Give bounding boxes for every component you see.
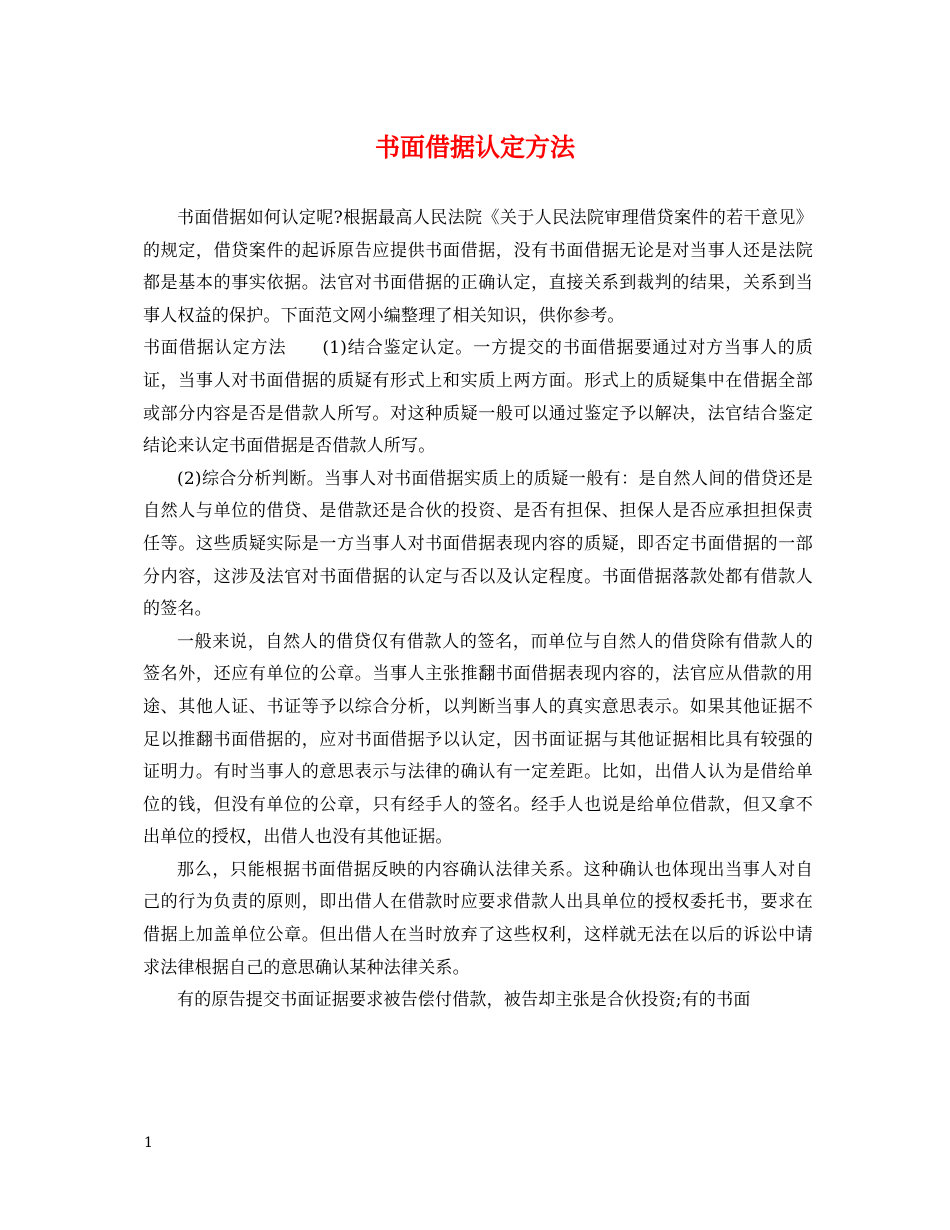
section-text: (1)结合鉴定认定。一方提交的书面借据要通过对方当事人的质证，当事人对书面借据的质疑有形式上和实质上两方面。形式上的质疑集中在借据全部或部分内容是否是借款人所写。对这种质疑一般可以通过鉴定予以解决，法官结合鉴定结论来认定书面借据是否借款人所写。 — [143, 338, 813, 457]
section-paragraph — [143, 332, 813, 462]
legal-relation-paragraph: 那么，只能根据书面借据反映的内容确认法律关系。这种确认也体现出当事人对自己的行为负责的原则，即出借人在借款时应要求借款人出具单位的授权委托书，要求在借据上加盖单位公章。但出借人在当时放弃了这些权利，这样就无法在以后的诉讼中请求法律根据自己的意思确认某种法律关系。 — [143, 859, 813, 978]
analysis-paragraph: (2)综合分析判断。当事人对书面借据实质上的质疑一般有：是自然人间的借贷还是自然人与单位的借贷、是借款还是合伙的投资、是否有担保、担保人是否应承担担保责任等。这些质疑实际是一方当事人对书面借据表现内容的质疑，即否定书面借据的一部分内容，这涉及法官对书面借据的认定与否以及认定程度。书面借据落款处都有借款人的签名。 — [143, 468, 813, 620]
document-body — [143, 202, 813, 1017]
continued-paragraph: 有的原告提交书面证据要求被告偿付借款，被告却主张是合伙投资;有的书面 — [177, 990, 751, 1011]
document-title: 书面借据认定方法 — [374, 133, 575, 162]
section-heading: 书面借据认定方法 — [143, 338, 287, 359]
page-number: 1 — [144, 1135, 153, 1151]
intro-paragraph: 书面借据如何认定呢?根据最高人民法院《关于人民法院审理借贷案件的若干意见》的规定，借贷案件的起诉原告应提供书面借据，没有书面借据无论是对当事人还是法院都是基本的事实依据。法官对书面借据的正确认定，直接关系到裁判的结果，关系到当事人权益的保护。下面范文网小编整理了相关知识，供你参考。 — [143, 208, 813, 326]
signature-paragraph: 一般来说，自然人的借贷仅有借款人的签名，而单位与自然人的借贷除有借款人的签名外，还应有单位的公章。当事人主张推翻书面借据表现内容的，法官应从借款的用途、其他人证、书证等予以综合分析，以判断当事人的真实意思表示。如果其他证据不足以推翻书面借据的，应对书面借据予以认定，因书面证据与其他证据相比具有较强的证明力。有时当事人的意思表示与法律的确认有一定差距。比如，出借人认为是借给单位的钱，但没有单位的公章，只有经手人的签名。经手人也说是给单位借款，但又拿不出单位的授权，出借人也没有其他证据。 — [143, 631, 813, 848]
